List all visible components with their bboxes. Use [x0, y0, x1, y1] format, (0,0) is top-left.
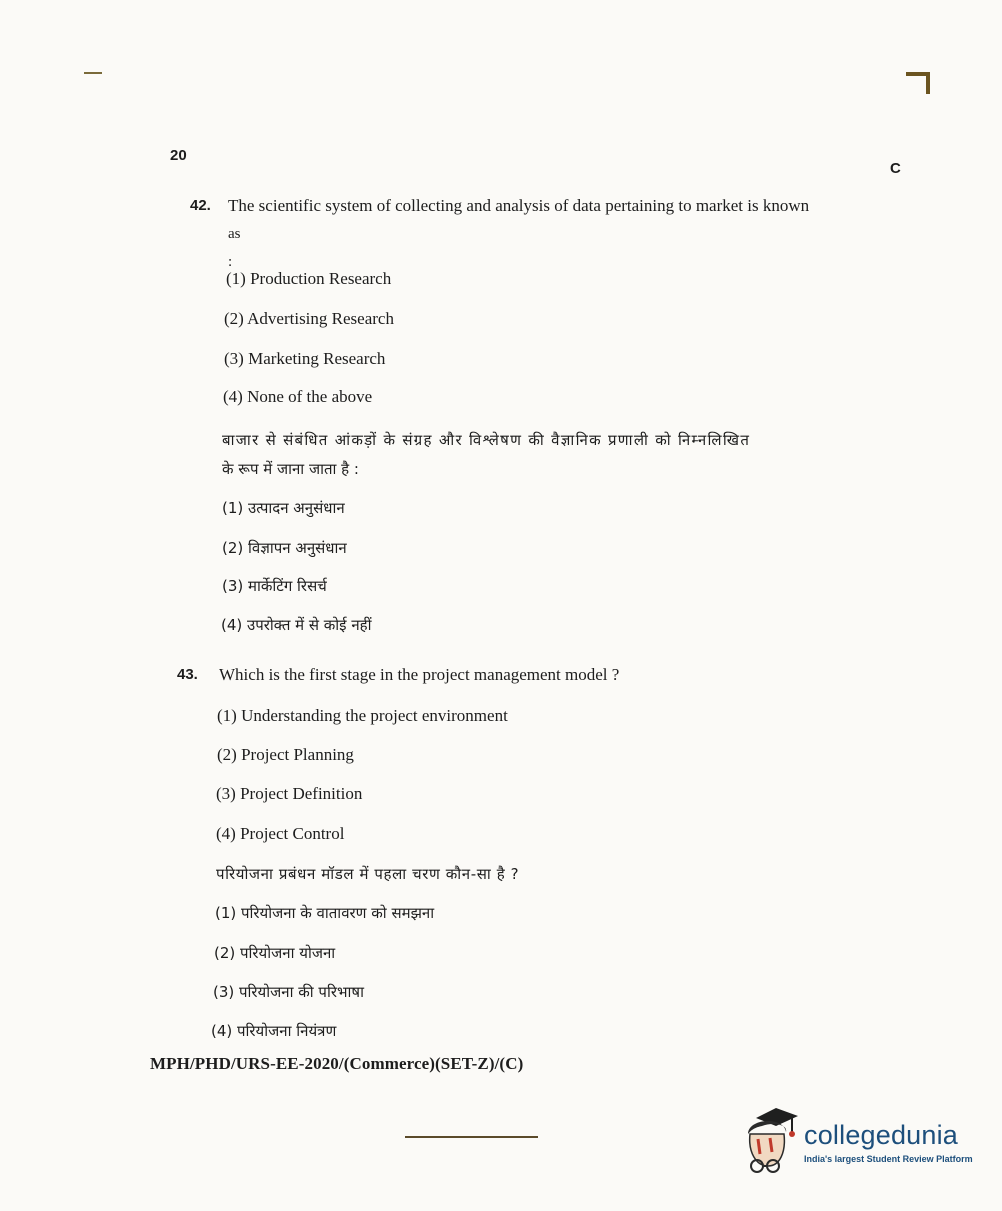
set-code: C [890, 160, 901, 177]
mascot-logo-icon [742, 1104, 802, 1178]
question-text-continued: as : [228, 226, 241, 270]
hindi-question-text-continued: के रूप में जाना जाता है : [222, 460, 359, 478]
hindi-option-2: (2) परियोजना योजना [214, 944, 336, 962]
brand-tagline: India's largest Student Review Platform [804, 1154, 973, 1164]
hindi-question-text: परियोजना प्रबंधन मॉडल में पहला चरण कौन-सा है ? [216, 865, 520, 883]
option-4: (4) Project Control [216, 824, 345, 843]
hindi-option-4: (4) उपरोक्त में से कोई नहीं [221, 616, 372, 634]
scan-corner-mark [906, 72, 930, 94]
option-1: (1) Understanding the project environment [217, 706, 508, 725]
collegedunia-watermark [742, 1102, 972, 1180]
question-number: 42. [190, 197, 211, 214]
hindi-option-1: (1) उत्पादन अनुसंधान [222, 499, 345, 517]
question-text: The scientific system of collecting and analysis of data pertaining to market is known [228, 196, 810, 215]
hindi-option-3: (3) परियोजना की परिभाषा [213, 983, 364, 1001]
question-text: Which is the first stage in the project management model ? [219, 665, 620, 684]
question-number: 43. [177, 666, 198, 683]
hindi-option-3: (3) मार्केटिंग रिसर्च [222, 577, 327, 595]
hindi-question-text: बाजार से संबंधित आंकड़ों के संग्रह और विश्लेषण की वैज्ञानिक प्रणाली को निम्नलिखित [222, 431, 751, 449]
scan-mark-top-left [84, 72, 102, 74]
option-3: (3) Marketing Research [224, 349, 386, 368]
paper-code: MPH/PHD/URS-EE-2020/(Commerce)(SET-Z)/(C) [150, 1054, 524, 1073]
option-4: (4) None of the above [223, 387, 373, 406]
hindi-option-1: (1) परियोजना के वातावरण को समझना [215, 904, 435, 922]
option-1: (1) Production Research [226, 269, 392, 288]
option-3: (3) Project Definition [216, 784, 363, 803]
hindi-option-2: (2) विज्ञापन अनुसंधान [222, 539, 347, 557]
bottom-rule [405, 1136, 538, 1138]
hindi-option-4: (4) परियोजना नियंत्रण [211, 1022, 337, 1040]
option-2: (2) Advertising Research [224, 309, 394, 328]
option-2: (2) Project Planning [217, 745, 354, 764]
brand-name: collegedunia [804, 1120, 959, 1150]
page-number: 20 [170, 147, 187, 164]
